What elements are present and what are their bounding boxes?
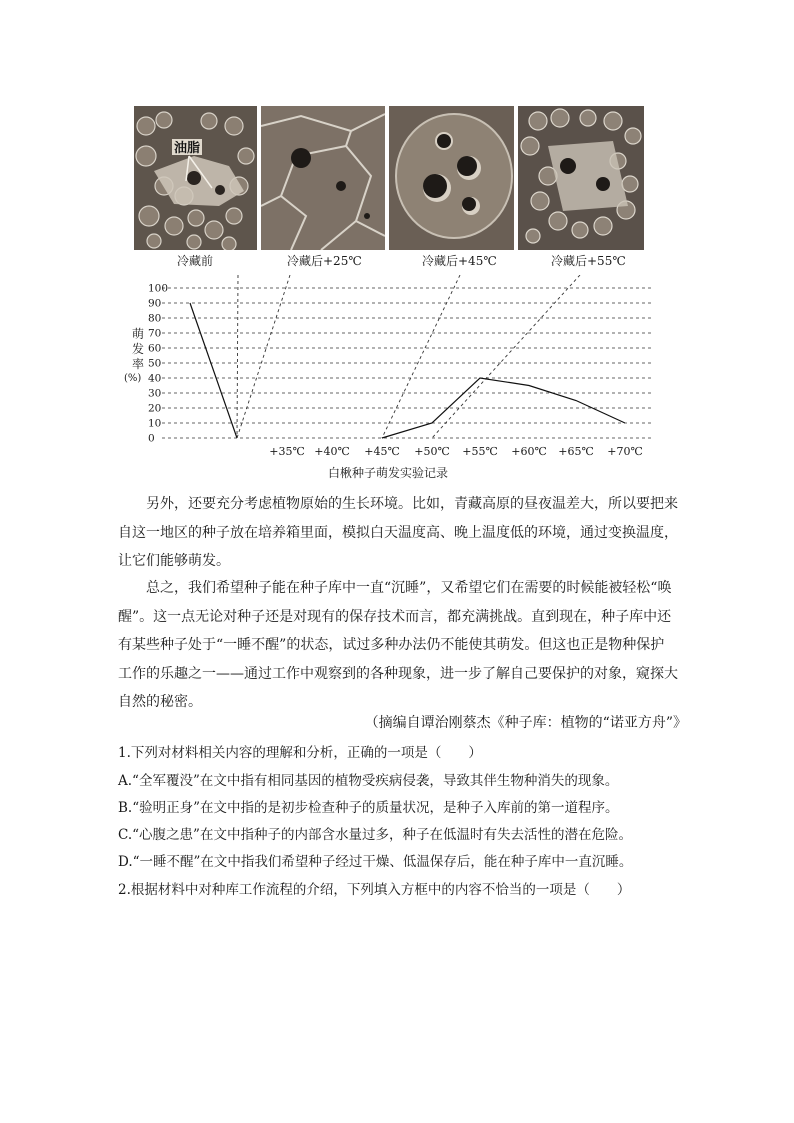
x-tick-label: +50℃ — [414, 445, 450, 458]
guide-line — [237, 275, 290, 438]
y-tick-label: 50 — [148, 357, 162, 370]
y-label-char: 率 — [132, 357, 145, 371]
x-axis-ticks — [269, 445, 643, 458]
label-after-55c: 冷藏后+55℃ — [551, 254, 626, 268]
question-2: 2.根据材料中对种库工作流程的介绍，下列填入方框中的内容不恰当的一项是（ ） — [118, 882, 631, 898]
question-1-option-b: B.“验明正身”在文中指的是初步检查种子的质量状况，是种子入库前的第一道程序。 — [118, 800, 619, 816]
seed-micrograph-strip — [134, 106, 644, 250]
paragraph-2: 总之，我们希望种子能在种子库中一直“沉睡”，又希望它们在需要的时候能被轻松“唤醒”。这一点无论对种子还是对现有的保存技术而言，都充满挑战。直到现在，种子库中还有某些种子处于“一睡不醒”的状态，试过多种办法仍不能使其萌发。但这也正是物种保护工作的乐趣之一——通过工作中观察到的各种现象，进一步了解自己要保护的对象，窥探大自然的秘密。 — [118, 580, 678, 710]
guide-line — [432, 275, 580, 438]
y-tick-label: 70 — [148, 327, 162, 340]
question-1-option-a: A.“全军覆没”在文中指有相同基因的植物受疾病侵袭，导致其伴生物种消失的现象。 — [118, 773, 619, 789]
y-label-unit: (%) — [124, 373, 142, 384]
micrograph-before-cold — [134, 106, 257, 250]
y-tick-label: 60 — [148, 342, 162, 355]
paragraph-1: 另外，还要充分考虑植物原始的生长环境。比如，青藏高原的昼夜温差大，所以要把来自这一地区的种子放在培养箱里面，模拟白天温度高、晚上温度低的环境，通过变换温度，让它们能够萌发。 — [118, 496, 678, 569]
y-tick-label: 80 — [148, 312, 162, 325]
y-tick-label: 0 — [148, 432, 155, 445]
x-tick-label: +65℃ — [558, 445, 594, 458]
germination-chart — [120, 275, 660, 485]
chart-series — [190, 303, 625, 438]
source-citation: （摘编自谭治刚蔡杰《种子库：植物的“诺亚方舟”》 — [364, 715, 687, 731]
x-tick-label: +45℃ — [364, 445, 400, 458]
y-tick-label: 40 — [148, 372, 162, 385]
y-tick-label: 10 — [148, 417, 162, 430]
y-tick-label: 20 — [148, 402, 162, 415]
x-tick-label: +60℃ — [511, 445, 547, 458]
guide-line — [237, 275, 238, 438]
question-1: 1.下列对材料相关内容的理解和分析，正确的一项是（ ） — [118, 745, 482, 761]
x-tick-label: +55℃ — [462, 445, 498, 458]
chart-caption: 白楸种子萌发实验记录 — [328, 466, 449, 480]
chart-grid — [162, 288, 652, 438]
y-axis-ticks — [148, 283, 168, 445]
x-tick-label: +35℃ — [269, 445, 305, 458]
question-1-option-c: C.“心腹之患”在文中指种子的内部含水量过多，种子在低温时有失去活性的潜在危险。 — [118, 827, 632, 843]
oil-annotation: 油脂 — [174, 141, 201, 156]
y-label-char: 萌 — [132, 327, 145, 341]
micrograph-after-45c — [389, 106, 514, 250]
y-axis-label — [124, 327, 144, 384]
photo-guide-lines — [237, 275, 580, 438]
label-before-cold: 冷藏前 — [177, 254, 214, 268]
y-tick-label: 100 — [148, 282, 169, 295]
question-1-option-d: D.“一睡不醒”在文中指我们希望种子经过干燥、低温保存后，能在种子库中一直沉睡。 — [118, 854, 633, 870]
label-after-25c: 冷藏后+25℃ — [287, 254, 362, 268]
label-after-45c: 冷藏后+45℃ — [422, 254, 497, 268]
y-tick-label: 90 — [148, 297, 162, 310]
x-tick-label: +70℃ — [607, 445, 643, 458]
y-tick-label: 30 — [148, 387, 162, 400]
y-label-char: 发 — [132, 342, 145, 356]
series-line — [190, 303, 237, 438]
micrograph-after-25c — [261, 106, 385, 250]
micrograph-after-55c — [518, 106, 644, 250]
guide-line — [382, 275, 460, 438]
x-tick-label: +40℃ — [314, 445, 350, 458]
